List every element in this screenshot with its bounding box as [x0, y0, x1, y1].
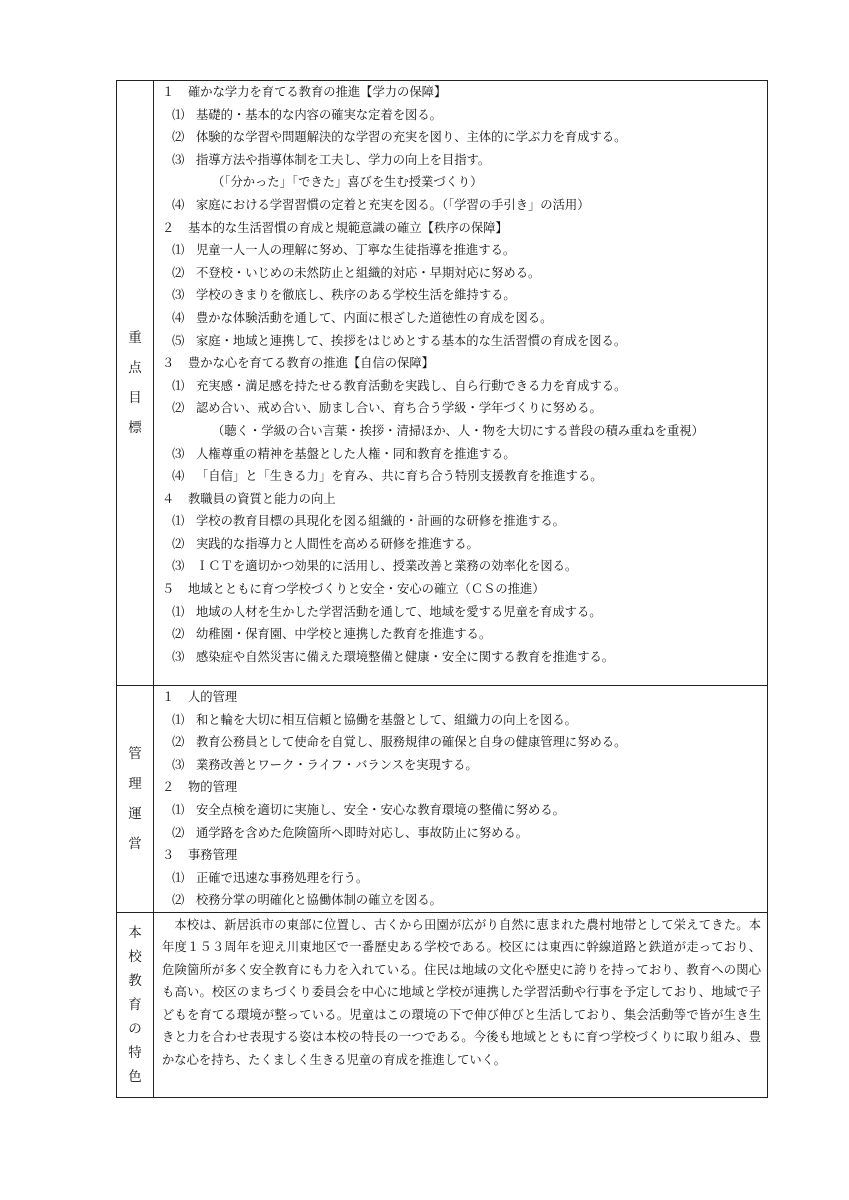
item-number: ３	[162, 356, 175, 371]
item-number: １	[162, 85, 175, 99]
item-text: 地域とともに育つ学校づくりと安全・安心の確立（ＣＳの推進）	[188, 582, 545, 597]
item-note	[162, 171, 761, 194]
item-note	[162, 420, 761, 443]
school-features-paragraph: 本校は、新居浜市の東部に位置し、古くから田園が広がり自然に恵まれた農村地帯として栄えてきた。本年度１５３周年を迎え川東地区で一番歴史ある学校である。校区には東西に幹線道路と鉄道が走っており、危険箇所が多く安全教育にも力を入れている。住民は地域の文化や歴史に誇りを持っており、教育への関心も高い。校区のまちづくり委員会を中心に地域と学校が連携した学習活動や行事を予定しており、地域で子どもを育てる環境が整っている。児童はこの環境の下で伸び伸びと生活しており、集会活動等で皆が生き生きと力を合わせ表現する姿は本校の特長の一つである。今後も地域とともに育つ学校づくりに取り組み、豊かな心を持ち、たくましく生きる児童の育成を推進していく。	[162, 917, 761, 1067]
list-item	[162, 799, 761, 822]
list-item	[162, 126, 761, 149]
section-content-goals	[154, 81, 768, 686]
item-text: 事務管理	[188, 848, 238, 863]
list-item	[162, 262, 761, 285]
item-number: ⑴	[172, 604, 185, 619]
item-text: （聴く・学級の合い言葉・挨拶・清掃ほか、人・物を大切にする普段の積み重ねを重視）	[212, 423, 704, 438]
item-text: 校務分掌の明確化と協働体制の確立を図る。	[196, 893, 442, 908]
item-text: 指導方法や指導体制を工夫し、学力の向上を目指す。	[196, 152, 491, 167]
item-text: 和と輪を大切に相互信頼と協働を基盤として、組織力の向上を図る。	[196, 712, 577, 727]
item-number: ⑴	[172, 712, 185, 727]
list-item	[162, 284, 761, 307]
section-row-features	[117, 912, 768, 1097]
item-text: 正確で迅速な事務処理を行う。	[196, 870, 369, 885]
list-item	[162, 375, 761, 398]
item-number: ⑶	[172, 288, 185, 303]
item-number: ⑶	[172, 757, 185, 772]
list-item	[162, 149, 761, 172]
item-number: ⑴	[172, 243, 185, 258]
list-item	[162, 465, 761, 488]
item-text: 確かな学力を育てる教育の推進【学力の保障】	[188, 85, 447, 99]
list-item	[162, 889, 761, 912]
section-heading	[162, 217, 761, 240]
item-text: 地域の人材を生かした学習活動を通して、地域を愛する児童を育成する。	[196, 604, 602, 619]
label-char: 理	[128, 775, 142, 792]
label-char: 管	[128, 745, 142, 762]
list-item	[162, 601, 761, 624]
item-number: ⑵	[172, 130, 185, 145]
item-number: ２	[162, 780, 175, 795]
list-item	[162, 510, 761, 533]
item-text: 学校の教育目標の具現化を図る組織的・計画的な研修を推進する。	[196, 514, 565, 529]
item-number: ５	[162, 582, 175, 597]
item-number: ⑴	[172, 378, 185, 393]
label-char: 運	[128, 805, 142, 822]
item-number: ⑴	[172, 802, 185, 817]
item-text: 認め合い、戒め合い、励まし合い、育ち合う学級・学年づくりに努める。	[196, 401, 602, 416]
item-text: （「分かった」「できた」喜びを生む授業づくり）	[212, 175, 483, 190]
item-number: ⑵	[172, 536, 185, 551]
item-text: 人権尊重の精神を基盤とした人権・同和教育を推進する。	[196, 446, 516, 461]
section-heading	[162, 686, 761, 709]
item-text: 教職員の資質と能力の向上	[188, 491, 336, 506]
item-text: 家庭・地域と連携して、挨拶をはじめとする基本的な生活習慣の育成を図る。	[196, 333, 627, 348]
item-text: 安全点検を適切に実施し、安全・安心な教育環境の整備に努める。	[196, 802, 565, 817]
section-heading	[162, 776, 761, 799]
item-text: 家庭における学習習慣の定着と充実を図る。（「学習の手引き」の活用）	[196, 197, 590, 212]
item-number: ⑶	[172, 446, 185, 461]
section-heading	[162, 578, 761, 601]
item-text: 学校のきまりを徹底し、秩序のある学校生活を維持する。	[196, 288, 516, 303]
item-text: 「自信」と「生きる力」を育み、共に育ち合う特別支援教育を推進する。	[196, 469, 603, 484]
list-item	[162, 307, 761, 330]
school-plan-table	[116, 80, 768, 1098]
section-label-goals	[117, 81, 154, 686]
section-row-goals	[117, 81, 768, 686]
section-heading	[162, 352, 761, 375]
item-number: ⑶	[172, 559, 185, 574]
list-item	[162, 646, 761, 669]
list-item	[162, 330, 761, 353]
item-number: ⑷	[172, 197, 185, 212]
item-number: ３	[162, 848, 175, 863]
label-char: 育	[128, 996, 142, 1013]
section-row-management	[117, 686, 768, 913]
label-char: 目	[128, 390, 142, 406]
item-number: ⑵	[172, 401, 185, 416]
list-item	[162, 555, 761, 578]
item-number: ⑶	[172, 152, 185, 167]
item-text: 豊かな体験活動を通して、内面に根ざした道徳性の育成を図る。	[196, 310, 553, 325]
list-item	[162, 533, 761, 556]
list-item	[162, 443, 761, 466]
label-char: の	[128, 1020, 142, 1037]
item-number: ⑴	[172, 107, 185, 122]
label-char: 色	[128, 1068, 142, 1085]
item-number: ⑶	[172, 649, 185, 664]
item-text: ＩＣＴを適切かつ効果的に活用し、授業改善と業務の効率化を図る。	[196, 559, 578, 574]
label-char: 標	[128, 420, 142, 436]
list-item	[162, 867, 761, 890]
item-text: 業務改善とワーク・ライフ・バランスを実現する。	[196, 757, 478, 772]
item-number: ⑵	[172, 893, 185, 908]
item-text: 物的管理	[188, 780, 238, 795]
item-text: 体験的な学習や問題解決的な学習の充実を図り、主体的に学ぶ力を育成する。	[196, 130, 627, 145]
section-content-features	[154, 912, 768, 1097]
item-text: 不登校・いじめの未然防止と組織的対応・早期対応に努める。	[196, 265, 541, 280]
section-heading	[162, 844, 761, 867]
label-char: 重	[128, 330, 142, 346]
list-item	[162, 194, 761, 217]
item-text: 感染症や自然災害に備えた環境整備と健康・安全に関する教育を推進する。	[196, 649, 615, 664]
section-label-features	[117, 912, 154, 1097]
label-char: 営	[128, 835, 142, 852]
section-content-management	[154, 686, 768, 913]
list-item	[162, 731, 761, 754]
list-item	[162, 623, 761, 646]
item-text: 基礎的・基本的な内容の確実な定着を図る。	[196, 107, 442, 122]
section-heading	[162, 488, 761, 511]
item-text: 児童一人一人の理解に努め、丁寧な生徒指導を推進する。	[196, 243, 516, 258]
item-number: ４	[162, 491, 175, 506]
item-number: ⑵	[172, 735, 185, 750]
item-number: ⑵	[172, 265, 185, 280]
item-number: １	[162, 690, 175, 704]
section-label-management	[117, 686, 154, 913]
item-number: ⑵	[172, 825, 185, 840]
item-text: 充実感・満足感を持たせる教育活動を実践し、自ら行動できる力を育成する。	[196, 378, 627, 393]
item-number: ⑴	[172, 514, 185, 529]
list-item	[162, 754, 761, 777]
item-number: ⑴	[172, 870, 185, 885]
list-item	[162, 822, 761, 845]
item-number: ⑷	[172, 310, 185, 325]
item-number: ⑷	[172, 469, 185, 484]
label-char: 点	[128, 360, 142, 376]
item-text: 基本的な生活習慣の育成と規範意識の確立【秩序の保障】	[188, 220, 508, 235]
item-text: 人的管理	[188, 690, 238, 704]
item-number: ⑵	[172, 627, 185, 642]
list-item	[162, 239, 761, 262]
label-char: 教	[128, 972, 142, 989]
list-item	[162, 397, 761, 420]
list-item	[162, 709, 761, 732]
section-heading	[162, 81, 761, 104]
list-item	[162, 104, 761, 127]
item-number: ２	[162, 220, 175, 235]
item-text: 豊かな心を育てる教育の推進【自信の保障】	[188, 356, 434, 371]
item-text: 通学路を含めた危険箇所へ即時対応し、事故防止に努める。	[196, 825, 529, 840]
item-text: 幼稚園・保育園、中学校と連携した教育を推進する。	[196, 627, 492, 642]
label-char: 特	[128, 1044, 142, 1061]
label-char: 本	[128, 924, 142, 941]
label-char: 校	[128, 948, 142, 965]
item-text: 実践的な指導力と人間性を高める研修を推進する。	[196, 536, 479, 551]
item-text: 教育公務員として使命を自覚し、服務規律の確保と自身の健康管理に努める。	[196, 735, 627, 750]
item-number: ⑸	[172, 333, 185, 348]
table-body	[117, 81, 768, 1098]
